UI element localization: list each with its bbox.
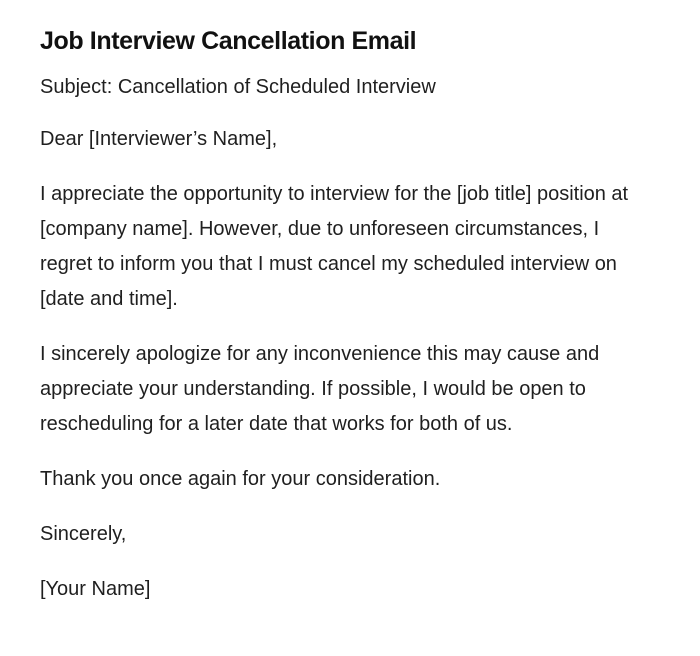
email-body-paragraph-2: I sincerely apologize for any inconvenience this may cause and appreciate your understanding. If possible, I would be open to rescheduling for a later date that works for both of us. bbox=[40, 343, 600, 435]
email-body-paragraph-1: I appreciate the opportunity to interview for the [job title] position at [company name]. However, due to unforeseen circumstances, I regret to inform you that I must cancel my scheduled interview on [date and time]. bbox=[40, 183, 629, 310]
document-title: Job Interview Cancellation Email bbox=[40, 27, 417, 55]
email-signature: [Your Name] bbox=[40, 578, 151, 600]
email-subject-line: Subject: Cancellation of Scheduled Interview bbox=[40, 76, 436, 98]
email-greeting: Dear [Interviewer’s Name], bbox=[40, 128, 278, 150]
email-closing: Sincerely, bbox=[40, 523, 127, 545]
email-body-paragraph-3: Thank you once again for your consideration. bbox=[40, 468, 441, 490]
